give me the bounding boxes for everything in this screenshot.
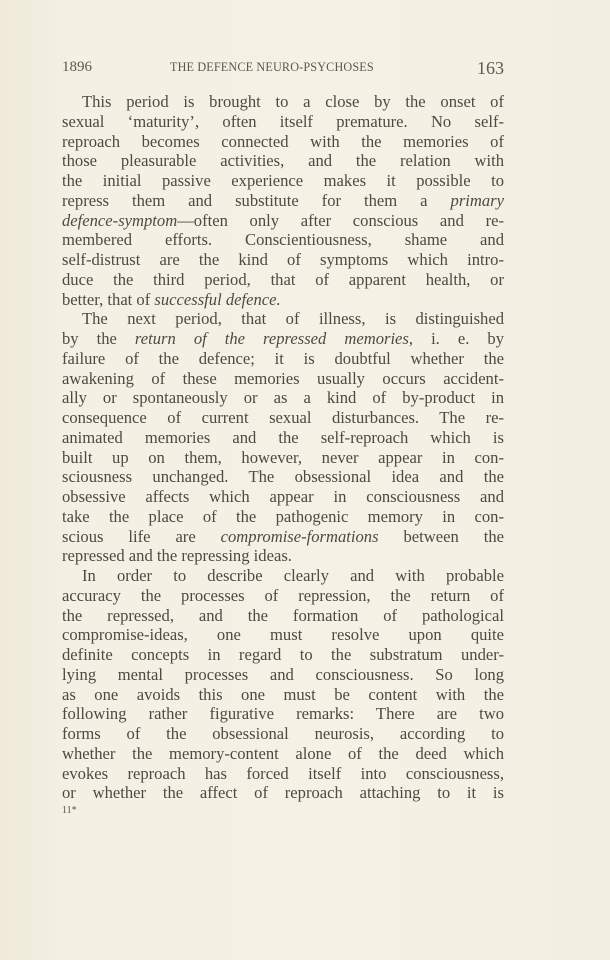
text-run: the initial passive experience makes it possible to [62,171,504,190]
text-line [62,665,504,685]
text-run: awakening of these memories usually occurs accident- [62,368,504,388]
text-line [62,527,504,547]
text-line [62,487,504,507]
running-head-year: 1896 [62,59,92,75]
text-line [62,566,504,586]
text-run: compromise-ideas, one must resolve upon quite [62,625,504,645]
text-line [62,685,504,705]
text-line [62,171,504,191]
text-run: forms of the obsessional neurosis, according to [62,724,504,743]
italic-phrase: primary [450,190,504,210]
text-run: accuracy the processes of repression, the return of [62,585,504,605]
page-number: 163 [477,58,504,78]
text-run: This period is brought to a close by the onset of [82,92,504,111]
italic-phrase: defence-symptom [62,210,178,230]
text-run: repressed and the repressing ideas. [62,546,292,566]
italic-phrase: successful defence. [154,289,281,309]
text-run: reproach becomes connected with the memories of [62,131,504,151]
text-line [62,606,504,626]
text-run: animated memories and the self-reproach which is [62,427,504,447]
text-line [62,625,504,645]
body-text [62,92,504,803]
text-run: membered efforts. Conscientiousness, shame and [62,230,504,250]
text-line [62,704,504,724]
text-run: obsessive affects which appear in consciousness and [62,487,504,506]
text-run: ally or spontaneously or as a kind of by-product in [62,388,504,408]
text-run: repress them and substitute for them a [62,190,451,210]
text-line [62,151,504,171]
text-run: as one avoids this one must be content with the [62,684,504,704]
text-run: self-distrust are the kind of symptoms which intro- [62,250,504,269]
text-line [62,290,504,310]
text-run: better, that of [62,289,155,309]
text-line [62,408,504,428]
text-run: or whether the affect of reproach attaching to it is [62,783,504,803]
text-line [62,349,504,369]
text-line [62,645,504,665]
text-line [62,369,504,389]
text-run: definite concepts in regard to the substratum under- [62,645,504,664]
text-line [62,270,504,290]
text-run: failure of the defence; it is doubtful whether the [62,348,504,368]
text-line [62,112,504,132]
running-head-title: THE DEFENCE NEURO-PSYCHOSES [170,60,374,74]
text-line [62,132,504,152]
text-line [62,92,504,112]
text-line [62,546,504,566]
italic-phrase: return of the repressed memories [134,329,409,348]
text-line [62,744,504,764]
text-run: take the place of the pathogenic memory in con- [62,506,504,526]
text-run: In order to describe clearly and with probable [82,566,504,585]
text-run: evokes reproach has forced itself into consciousness, [62,763,504,783]
text-run: between the [378,526,504,546]
text-line [62,586,504,606]
text-line [62,191,504,211]
text-run: built up on them, however, never appear in con- [62,447,504,467]
text-run: consequence of current sexual disturbances. The re- [62,408,504,427]
text-line [62,211,504,231]
text-line [62,724,504,744]
text-line [62,309,504,329]
text-run: scious life are [62,526,221,546]
text-run: by the [62,329,135,348]
text-run: —often only after conscious and re- [177,210,504,230]
text-run: The next period, that of illness, is distinguished [82,309,504,329]
text-run: duce the third period, that of apparent health, or [62,269,504,289]
text-run: , i. e. by [408,329,504,348]
italic-phrase: compromise-formations [220,526,379,546]
text-run: whether the memory-content alone of the deed which [62,743,504,763]
signature-mark: 11* [62,805,77,816]
text-run: lying mental processes and consciousness. So long [62,664,504,684]
text-run: following rather figurative remarks: There are two [62,704,504,724]
text-line [62,329,504,349]
running-head [62,56,504,80]
text-line [62,428,504,448]
text-line [62,250,504,270]
text-line [62,230,504,250]
text-line [62,388,504,408]
text-line [62,764,504,784]
text-line [62,507,504,527]
text-run: sexual ‘maturity’, often itself premature. No self- [62,111,504,131]
text-line [62,467,504,487]
text-line [62,783,504,803]
text-line [62,448,504,468]
text-run: those pleasurable activities, and the relation with [62,151,504,171]
text-run: the repressed, and the formation of pathological [62,605,504,625]
text-run: sciousness unchanged. The obsessional idea and the [62,467,504,487]
